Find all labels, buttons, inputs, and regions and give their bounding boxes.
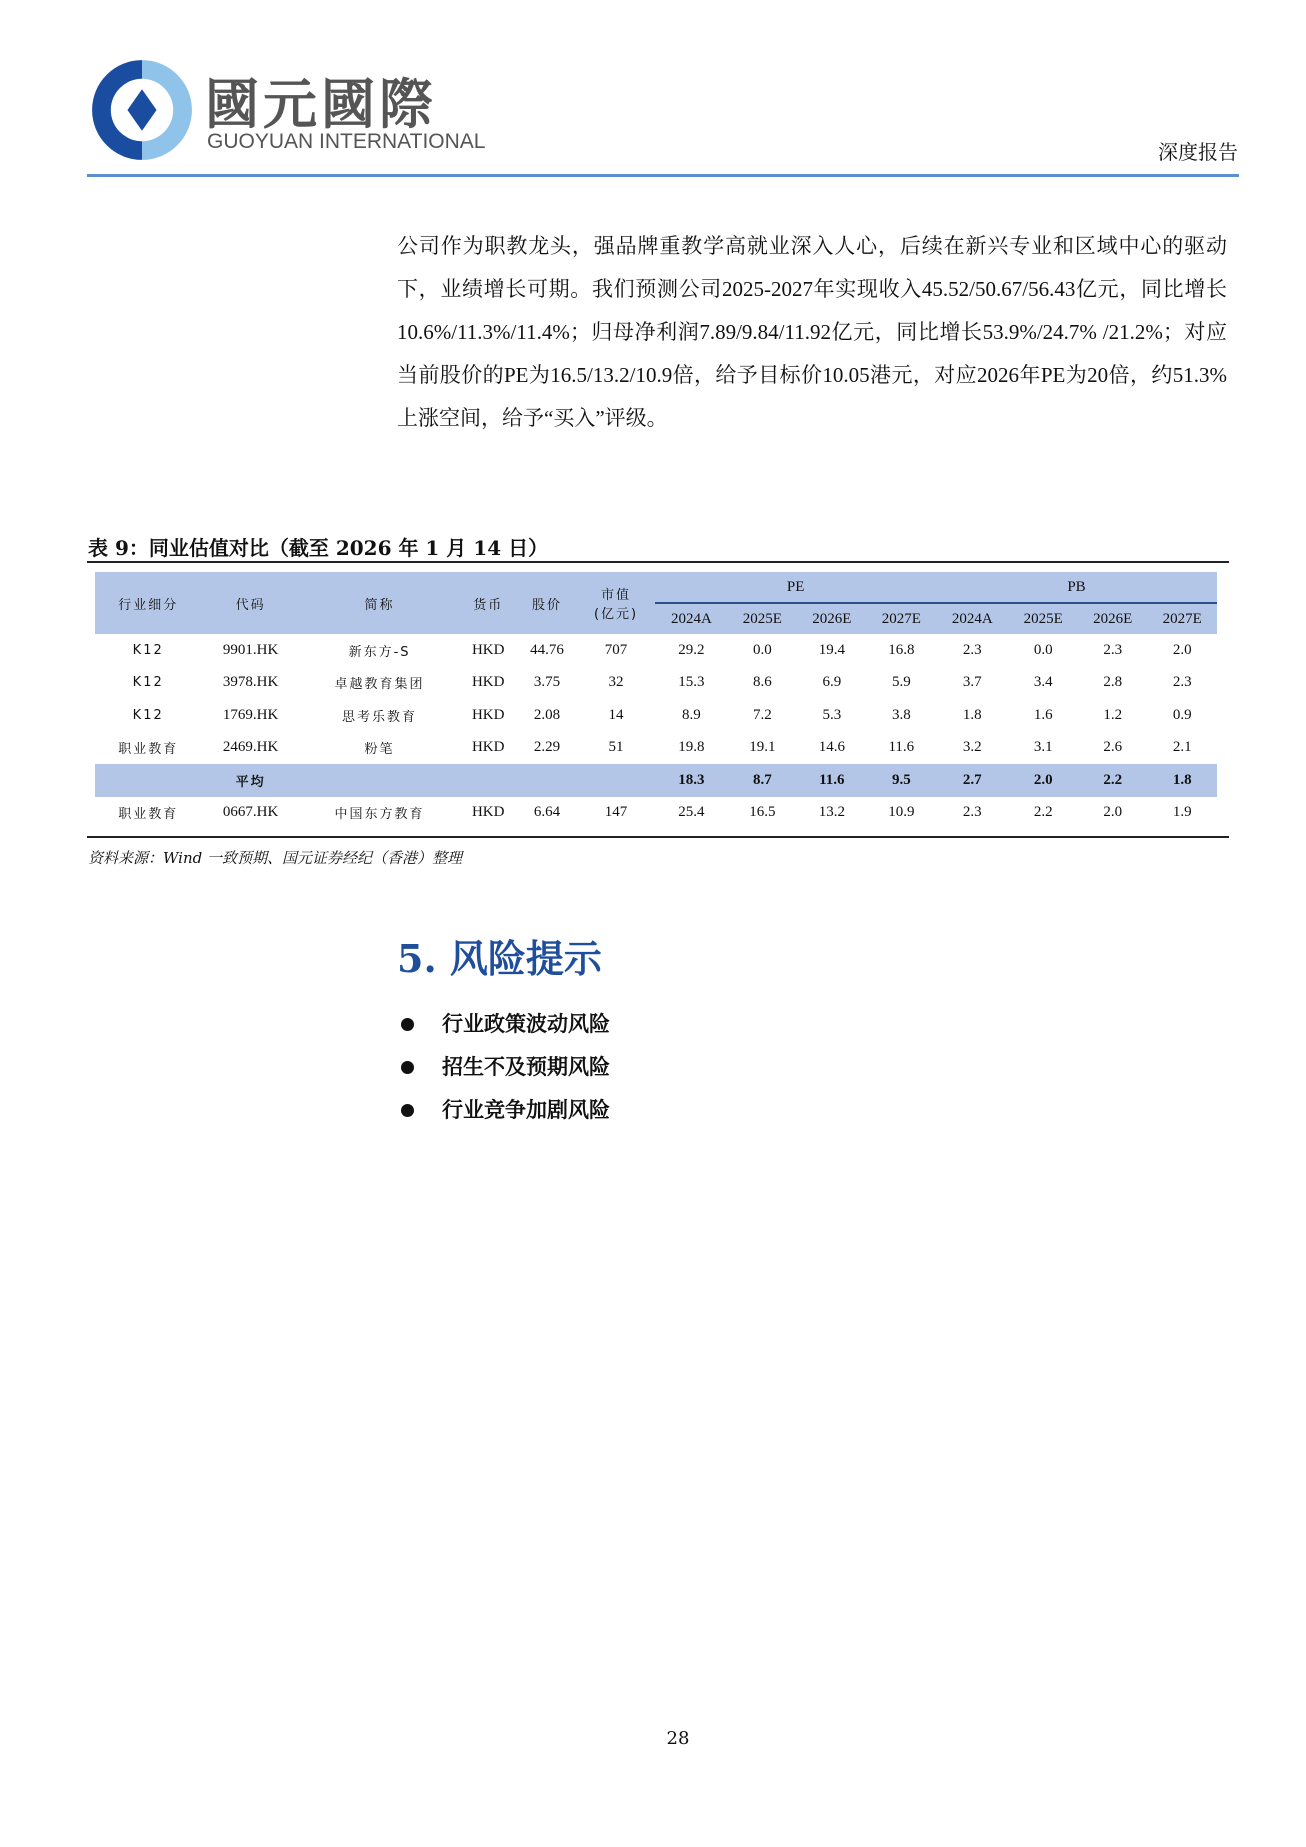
brand-name-cn: 國元國際 xyxy=(205,73,437,136)
cell-value: 2.0 xyxy=(1103,804,1123,821)
cell-mcap: 147 xyxy=(604,804,628,821)
risk-text: 行业政策波动风险 xyxy=(442,1012,610,1036)
table-top-rule xyxy=(87,561,1229,563)
table-title: 表 9：同业估值对比（截至 2026 年 1 月 14 日） xyxy=(88,536,549,560)
cell-value: 5.3 xyxy=(822,706,842,723)
page-number: 28 xyxy=(666,1728,690,1749)
cell-value: 1.2 xyxy=(1103,706,1123,723)
bullet-icon xyxy=(401,1104,414,1117)
col-year: 2025E xyxy=(1008,603,1077,634)
cell-value: 18.3 xyxy=(655,764,727,797)
cell-segment: K12 xyxy=(132,675,164,691)
guoyuan-logo xyxy=(90,58,194,162)
col-code: 代码 xyxy=(201,572,299,634)
cell-value: 29.2 xyxy=(678,641,705,658)
risk-text: 行业竞争加剧风险 xyxy=(442,1098,610,1122)
cell-segment: K12 xyxy=(132,642,164,658)
cell-price: 2.29 xyxy=(533,739,561,756)
cell-price: 44.76 xyxy=(530,641,564,658)
cell-value: 2.3 xyxy=(962,641,982,658)
cell-name: 卓越教育集团 xyxy=(334,677,425,693)
cell-code: 2469.HK xyxy=(222,739,279,756)
cell-name: 新东方-S xyxy=(348,644,411,660)
col-group-pb: PB xyxy=(936,572,1217,603)
cell-name: 思考乐教育 xyxy=(342,709,418,725)
cell-value: 8.9 xyxy=(682,706,701,723)
cell-price: 3.75 xyxy=(533,674,561,691)
cell-mcap xyxy=(577,764,655,797)
col-year: 2027E xyxy=(1147,603,1217,634)
table-source: 资料来源：Wind 一致预期、国元证券经纪（香港）整理 xyxy=(88,849,462,867)
cell-value: 1.8 xyxy=(1147,764,1217,797)
section-title: 5. 风险提示 xyxy=(397,936,602,981)
cell-value: 5.9 xyxy=(891,674,911,691)
table-row xyxy=(95,667,1217,700)
cell-segment xyxy=(95,764,201,797)
cell-currency: HKD xyxy=(471,706,505,723)
cell-value: 8.7 xyxy=(728,764,797,797)
cell-code: 9901.HK xyxy=(222,641,279,658)
cell-value: 15.3 xyxy=(678,674,705,691)
mcap-unit: (亿元) xyxy=(593,607,639,622)
cell-value: 2.8 xyxy=(1103,674,1123,691)
cell-value: 2.3 xyxy=(1172,674,1192,691)
col-name: 简称 xyxy=(300,572,460,634)
col-currency: 货币 xyxy=(459,572,517,634)
table-row xyxy=(95,699,1217,732)
cell-value: 11.6 xyxy=(797,764,866,797)
cell-value: 11.6 xyxy=(888,739,915,756)
cell-price: 2.08 xyxy=(533,706,561,723)
cell-value: 2.3 xyxy=(962,804,982,821)
cell-value: 3.2 xyxy=(962,739,982,756)
cell-value: 3.8 xyxy=(891,706,911,723)
bullet-icon xyxy=(401,1018,414,1031)
col-year: 2026E xyxy=(1078,603,1147,634)
cell-value: 2.3 xyxy=(1103,641,1123,658)
cell-value: 2.0 xyxy=(1172,641,1192,658)
mcap-label: 市值 xyxy=(601,588,632,603)
bullet-icon xyxy=(401,1061,414,1074)
cell-value: 0.0 xyxy=(753,641,772,658)
cell-value: 13.2 xyxy=(818,804,845,821)
cell-value: 2.7 xyxy=(936,764,1008,797)
cell-name: 粉笔 xyxy=(364,742,395,758)
cell-value: 19.8 xyxy=(678,739,705,756)
table-row xyxy=(95,797,1217,830)
cell-value: 0.9 xyxy=(1172,706,1192,723)
cell-value: 16.5 xyxy=(749,804,776,821)
cell-mcap: 14 xyxy=(608,706,624,723)
summary-paragraph: 公司作为职教龙头，强品牌重教学高就业深入人心，后续在新兴专业和区域中心的驱动下，业绩增长可期。我们预测公司2025-2027年实现收入45.52/50.67/56.43亿元，同比增长10.6%/11.3%/11.4%；归母净利润7.89/9.84/11.92亿元，同比增长53.9%/24.7% /21.2%；对应当前股价的PE为16.5/13.2/10.9倍，给予目标价10.05港元，对应2026年PE为20倍，约51.3%上涨空间，给予“买入”评级。 xyxy=(397,234,1227,430)
cell-price: 6.64 xyxy=(533,804,561,821)
col-year: 2026E xyxy=(797,603,866,634)
cell-mcap: 51 xyxy=(608,739,624,756)
col-price: 股价 xyxy=(517,572,577,634)
cell-value: 3.7 xyxy=(962,674,982,691)
cell-value: 3.4 xyxy=(1033,674,1053,691)
cell-value: 7.2 xyxy=(753,706,772,723)
cell-price xyxy=(517,764,577,797)
peer-valuation-table xyxy=(95,572,1217,829)
cell-value: 16.8 xyxy=(888,641,915,658)
document-type: 深度报告 xyxy=(1158,140,1238,164)
cell-code: 1769.HK xyxy=(222,706,279,723)
col-year: 2025E xyxy=(728,603,797,634)
cell-currency: HKD xyxy=(471,739,505,756)
cell-value: 1.9 xyxy=(1172,804,1192,821)
risk-text: 招生不及预期风险 xyxy=(442,1055,610,1079)
cell-value: 25.4 xyxy=(678,804,705,821)
cell-currency: HKD xyxy=(471,641,505,658)
cell-mcap: 32 xyxy=(608,674,624,691)
cell-value: 3.1 xyxy=(1033,739,1053,756)
cell-value: 8.6 xyxy=(753,674,772,691)
table-bottom-rule xyxy=(87,836,1229,838)
col-group-pe: PE xyxy=(655,572,936,603)
cell-value: 2.2 xyxy=(1078,764,1147,797)
risk-item xyxy=(397,1008,610,1038)
cell-mcap: 707 xyxy=(604,641,628,658)
col-year: 2024A xyxy=(655,603,727,634)
risk-item xyxy=(397,1051,610,1081)
cell-code: 平均 xyxy=(201,764,299,797)
cell-value: 1.6 xyxy=(1033,706,1053,723)
cell-value: 19.1 xyxy=(749,739,776,756)
cell-currency: HKD xyxy=(471,674,505,691)
risk-item xyxy=(397,1094,610,1124)
cell-value: 0.0 xyxy=(1033,641,1053,658)
cell-value: 14.6 xyxy=(818,739,845,756)
cell-code: 3978.HK xyxy=(222,674,279,691)
cell-name: 中国东方教育 xyxy=(334,807,425,823)
cell-value: 2.1 xyxy=(1172,739,1192,756)
cell-name xyxy=(300,764,460,797)
cell-segment: K12 xyxy=(132,707,164,723)
table-row xyxy=(95,634,1217,667)
col-segment: 行业细分 xyxy=(95,572,201,634)
col-year: 2027E xyxy=(867,603,936,634)
cell-segment: 职业教育 xyxy=(118,807,179,823)
cell-value: 2.6 xyxy=(1103,739,1123,756)
col-mcap xyxy=(577,572,655,634)
cell-value: 2.2 xyxy=(1033,804,1053,821)
cell-value: 2.0 xyxy=(1008,764,1077,797)
brand-name-en: GUOYUAN INTERNATIONAL xyxy=(207,130,486,153)
cell-value: 6.9 xyxy=(822,674,842,691)
cell-segment: 职业教育 xyxy=(118,742,179,758)
cell-value: 10.9 xyxy=(888,804,915,821)
cell-value: 9.5 xyxy=(867,764,936,797)
table-row xyxy=(95,732,1217,765)
cell-currency xyxy=(459,764,517,797)
cell-currency: HKD xyxy=(471,804,505,821)
col-year: 2024A xyxy=(936,603,1008,634)
cell-value: 1.8 xyxy=(962,706,982,723)
average-row xyxy=(95,764,1217,797)
cell-code: 0667.HK xyxy=(222,804,279,821)
cell-value: 19.4 xyxy=(818,641,845,658)
header-divider xyxy=(87,174,1239,177)
